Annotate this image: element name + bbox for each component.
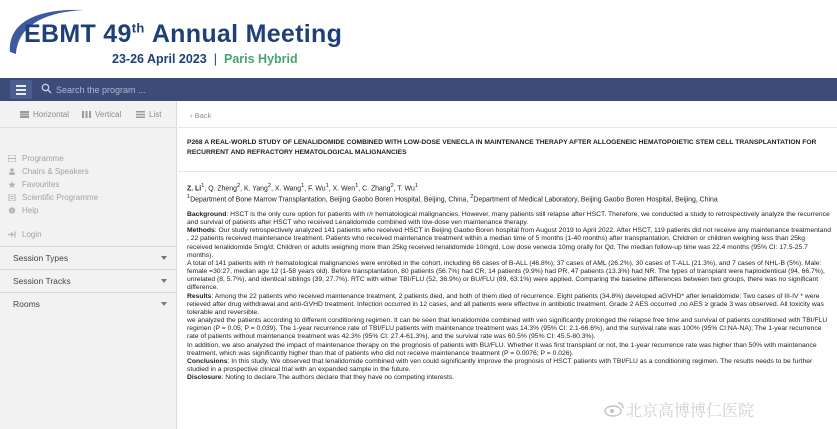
abstract-title: P268 A REAL-WORLD STUDY OF LENALIDOMIDE COMBINED WITH LOW-DOSE VENECLA IN MAINTENANCE THERAPY AFTER ALLOGENEIC HEMATOPOIETIC STEM CELL TRANSPLANTATION FOR RECURRENT AND REFRACTORY HEMATOLOGICAL MALIGNANCIES <box>187 139 817 156</box>
chevron-down-icon <box>161 279 167 283</box>
sidebar <box>0 101 177 429</box>
abstract-background: Background: HSCT is the only cure option for patients with r/r hematological malignancies. However, many patients still relapse after HSCT. Therefore, we conducted a study to retrospectively analyze the recurrence and survival of patients after HSCT who received Lenalidomide combined with low-dose ven maintenance therapy. <box>187 211 830 227</box>
back-button[interactable] <box>190 111 211 120</box>
help-icon <box>8 207 16 214</box>
sidebar-item-login[interactable] <box>22 230 42 239</box>
sidebar-item-scientific-programme[interactable] <box>22 193 98 202</box>
vertical-view-icon <box>82 111 91 118</box>
divider <box>178 171 837 172</box>
view-switcher <box>0 101 176 128</box>
view-list-button[interactable] <box>136 110 161 119</box>
sidebar-item-label: Programme <box>22 154 64 163</box>
grid-icon <box>8 155 16 162</box>
chevron-left-icon: ‹ <box>190 111 193 120</box>
abstract-body <box>187 211 832 382</box>
section-rooms[interactable] <box>0 292 176 314</box>
first-author: Z. Li <box>187 185 202 193</box>
abstract-results-bufu: In addition, we also analyzed the impact of maintenance therapy on the prognosis of patients with BU/FLU. Whether it was first transplant or not, the 1-year recurrence rate was higher than 50% with maintenance treatment, which was significantly higher than that of patients who did not receive maintenance treatment (P = 0.0076; P = 0.026). <box>187 341 817 357</box>
affiliations: $^1$Department of Bone Marrow Transplantation, Beijing Gaobo Boren Hospital, Beijing, China, $^2$Department of Medical Laboratory, Beijing Gaobo Boren Hospital, Beijing, China <box>187 194 718 204</box>
view-vertical-label: Vertical <box>95 110 122 119</box>
abstract-conclusions: Conclusions: In this study, We observed that lenalidomide combined with ven could significantly improve the prognosis of HSCT patients with TBI/FLU as a conditioning regimen. The results needs to be further studied in a prospective clinical trial with an expanded sample in the future. <box>187 357 813 373</box>
svg-text:?: ? <box>10 209 14 214</box>
list-view-icon <box>136 111 145 118</box>
section-label: Session Types <box>13 253 69 263</box>
document-icon <box>8 194 16 201</box>
abstract-cohort: A total of 141 patients with r/r hematological malignancies were enrolled in the cohort, including 66 cases of B-ALL (46.8%), 37 cases of AML (26.2%), 30 cases of T-ALL (21.3%), and 7 cases of NHL-B (5%). Male: female =30:27, median age 12 (1-58 years old). Before transplantation, 80 patients (56.7%) had CR, 14 patients (9.9%) had PR, 47 patients (13.3%) had NR. The types of transplant were haploidentical (94, 66.7%), unrelated (8, 5.7%), and identical siblings (39, 27.7%). RTC with either TBI/FLU (52, 36.9%) or BU/FLU (89, 63.1%) were applied. Comparing the baseline differences between two groups, there was no significant difference. <box>187 259 825 292</box>
sidebar-item-label: Favourites <box>22 180 60 189</box>
meeting-title: EBMT 49th Annual Meeting <box>24 20 343 48</box>
authors-block <box>187 182 827 205</box>
abstract-methods: Methods: Our study retrospectively analyzed 141 patients who received HSCT in Beijing Gaobo Boren hospital from August 2019 to April 2022. After HSCT, 119 patients did not receive any maintenance treatmentand , 22 patients received maintenance treatment. Patients who received maintenance treatment within a median time of 5 months (1-40 months) after transplantation. Children or children weighing less than 25kg received lenalidomide 5mg/d; Children or adults weighing more than 25kg received lenalidomide 10mg/d. Low dose venecla 10mg orally for Qd. The median follow-up time was 22.4 months (95% CI: 17.5-25.7 months). <box>187 227 831 259</box>
people-icon <box>8 168 16 175</box>
view-horizontal-label: Horizontal <box>33 110 70 119</box>
view-horizontal-button[interactable] <box>20 110 69 119</box>
back-label: Back <box>194 111 212 120</box>
sidebar-item-label: Scientific Programme <box>22 193 99 202</box>
sidebar-item-programme[interactable] <box>22 154 64 163</box>
author-list: Z. Li$^1$, Q. Zheng$^2$, K. Yang$^2$, X. Wang$^1$, F. Wu$^1$, X. Wen$^1$, C. Zhang$^2$, T. Wu$^1$ <box>187 183 419 193</box>
sidebar-item-label: Chairs & Speakers <box>22 167 89 176</box>
conference-header <box>0 0 837 78</box>
section-label: Rooms <box>13 299 40 309</box>
search-input[interactable] <box>56 81 356 98</box>
sidebar-item-label: Help <box>22 206 39 215</box>
login-icon <box>8 231 16 238</box>
menu-button[interactable] <box>10 80 32 99</box>
weibo-logo-icon <box>604 401 624 417</box>
abstract-results-regimen: we analyzed the patients according to different conditioning regimen. It can be seen that lenalidomide combined with ven significantly prolonged the relapse free time and survival of patients conditioned with TBI/FLU regimen (P = 0.05; P = 0.039). The 1-year recurrence rate of TBI/FLU patients with maintenance treatment was 14.3% (95% CI: 2.1-66.6%), and the survival rate was 100% (95% CI:NA-NA); The 1-year recurrence rate of patients without maintenance treatment was 42.3% (95% CI: 27.4-61.3%), and the survival rate was 60.5% (95% CI: 45.5-80.3%). <box>187 317 828 341</box>
view-list-label: List <box>149 110 162 119</box>
chevron-down-icon <box>161 302 167 306</box>
horizontal-view-icon <box>20 111 29 118</box>
star-icon <box>8 181 16 188</box>
section-session-types[interactable] <box>0 246 176 268</box>
sidebar-item-label: Login <box>22 230 42 239</box>
sidebar-item-chairs-speakers[interactable] <box>22 167 89 176</box>
search-icon[interactable] <box>41 83 52 94</box>
subtitle-separator: | <box>213 52 217 66</box>
section-session-tracks[interactable] <box>0 269 176 291</box>
view-vertical-button[interactable] <box>82 110 121 119</box>
section-label: Session Tracks <box>13 276 71 286</box>
watermark-text: 北京高博博仁医院 <box>626 401 755 420</box>
meeting-subtitle <box>112 52 298 66</box>
sidebar-item-favourites[interactable] <box>22 180 59 189</box>
sidebar-item-help[interactable] <box>10 206 39 215</box>
meeting-dates: 23-26 April 2023 <box>112 52 207 66</box>
abstract-disclosure: Disclosure: Noting to declare.The authors declare that they have no competing interests. <box>187 374 455 382</box>
search-bar <box>0 78 837 101</box>
meeting-format: Paris Hybrid <box>223 52 298 66</box>
back-bar <box>178 101 837 128</box>
chevron-down-icon <box>161 256 167 260</box>
abstract-results: Results: Among the 22 patients who received maintenance treatment, 2 patients died, and both of them died of recurrence. Eight patients (34.8%) developed aGVHD* after lenalidomide; Two cases of III-IV * were relieved after drug withdrawal and anti-GVHD treatment. Infection occurred in 12 cases, and all patients were effective in antibiotic treatment. Grade 2 AES occurred ,no AES ≥ grade 3 was observed. All toxicity was tolerable and reversible. <box>187 292 824 316</box>
main-content <box>178 101 837 429</box>
